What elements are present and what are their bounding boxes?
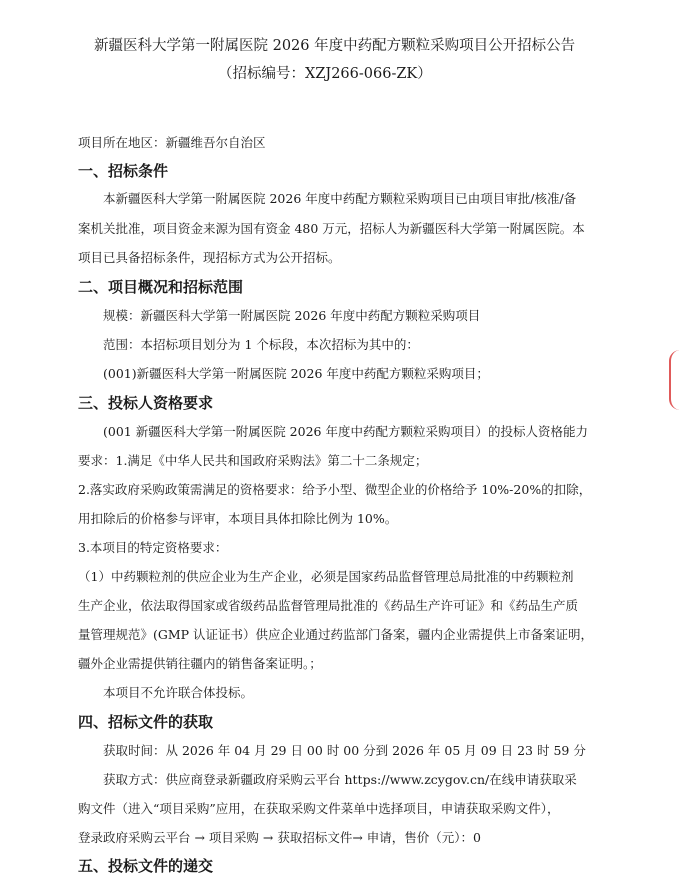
tender-number: （招标编号：XZJ266-066-ZK）: [218, 66, 432, 82]
paragraph-line: 疆外企业需提供销往疆内的销售备案证明。；: [78, 656, 322, 671]
paragraph-line: 范围：本招标项目划分为 1 个标段，本次招标为其中的：: [103, 337, 419, 352]
paragraph-line: 3.本项目的特定资格要求：: [78, 540, 228, 555]
paragraph-line: 购文件（进入“项目采购”应用，在获取采购文件菜单中选择项目，申请获取采购文件），: [78, 801, 560, 816]
paragraph-line: 用扣除后的价格参与评审，本项目具体扣除比例为 10%。: [78, 511, 398, 526]
paragraph-line: 本新疆医科大学第一附属医院 2026 年度中药配方颗粒采购项目已由项目审批/核准/备: [103, 191, 577, 206]
section-heading: 四、招标文件的获取: [78, 713, 214, 731]
paragraph-line: (001)新疆医科大学第一附属医院 2026 年度中药配方颗粒采购项目；: [103, 366, 489, 381]
document-title: 新疆医科大学第一附属医院 2026 年度中药配方颗粒采购项目公开招标公告: [94, 38, 576, 54]
paragraph-line: (001 新疆医科大学第一附属医院 2026 年度中药配方颗粒采购项目）的投标人资格能力: [103, 424, 588, 439]
paragraph-line: 获取时间：从 2026 年 04 月 29 日 00 时 00 分到 2026 年 05 月 09 日 23 时 59 分: [103, 743, 586, 758]
section-heading: 五、投标文件的递交: [78, 857, 214, 875]
paragraph-line: （1）中药颗粒剂的供应企业为生产企业，必须是国家药品监督管理总局批准的中药颗粒剂: [78, 569, 574, 584]
paragraph-line: 生产企业，依法取得国家或省级药品监督管理局批准的《药品生产许可证》和《药品生产质: [78, 598, 579, 613]
paragraph-line: 项目已具备招标条件，现招标方式为公开招标。: [78, 250, 341, 265]
paragraph-line: 本项目不允许联合体投标。: [103, 685, 254, 700]
project-region: 项目所在地区：新疆维吾尔自治区: [78, 135, 266, 150]
paragraph-line: 案机关批准，项目资金来源为国有资金 480 万元，招标人为新疆医科大学第一附属医院。本: [78, 221, 585, 236]
paragraph-line: 获取方式：供应商登录新疆政府采购云平台 https://www.zcygov.cn/在线申请获取采: [103, 772, 577, 787]
paragraph-line: 要求：1.满足《中华人民共和国政府采购法》第二十二条规定；: [78, 453, 428, 468]
section-heading: 三、投标人资格要求: [78, 394, 214, 412]
section-heading: 二、项目概况和招标范围: [78, 278, 244, 296]
paragraph-line: 2.落实政府采购政策需满足的资格要求：给予小型、微型企业的价格给予 10%-20%的扣除，: [78, 482, 592, 497]
paragraph-line: 量管理规范》(GMP 认证证书）供应企业通过药监部门备案，疆内企业需提供上市备案证明，: [78, 627, 594, 642]
paragraph-line: 规模：新疆医科大学第一附属医院 2026 年度中药配方颗粒采购项目: [103, 308, 481, 323]
seal-edge-mark: [669, 350, 679, 410]
section-heading: 一、招标条件: [78, 162, 169, 180]
paragraph-line: 登录政府采购云平台 → 项目采购 → 获取招标文件→ 申请，售价（元）：0: [78, 830, 481, 845]
